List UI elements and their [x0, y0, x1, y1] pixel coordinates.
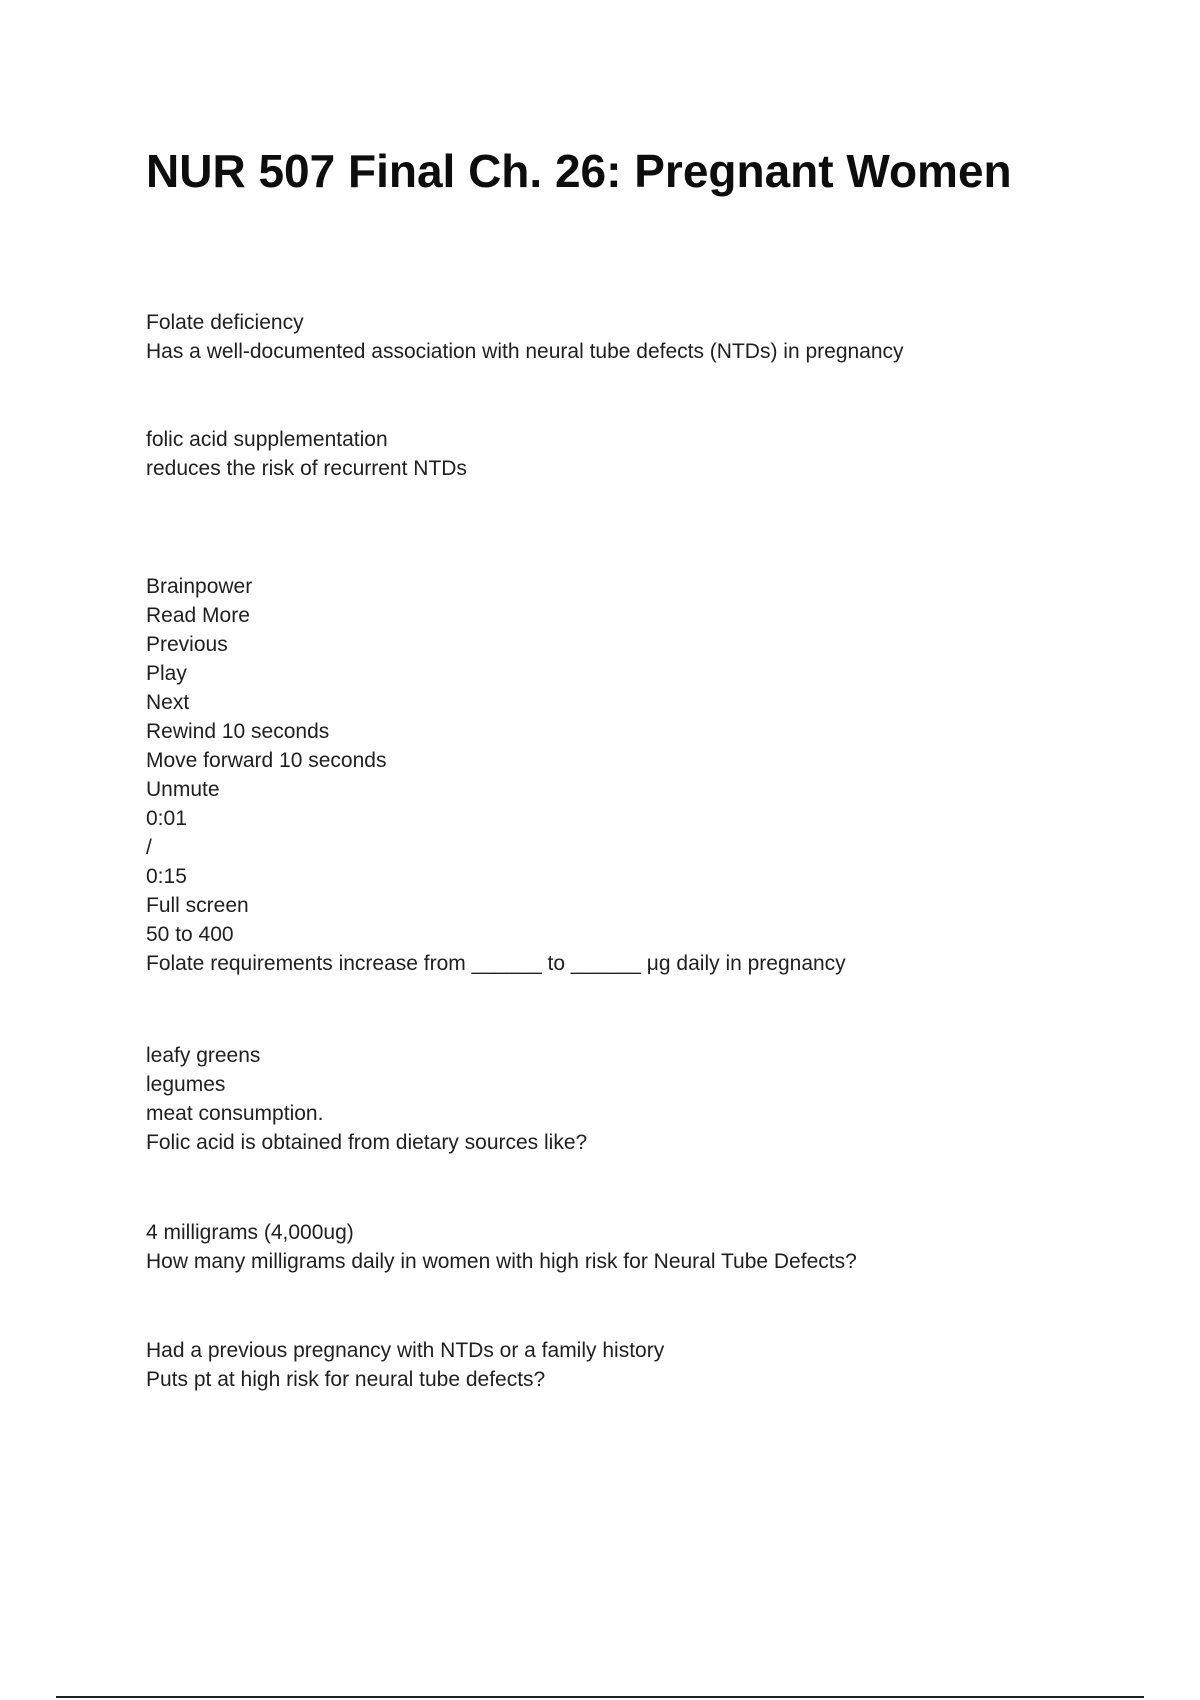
flashcard-folic-acid-supplementation [146, 425, 467, 483]
card-term: folic acid supplementation [146, 428, 388, 451]
previous-button[interactable]: Previous [146, 633, 228, 656]
brainpower-label: Brainpower [146, 575, 253, 598]
current-time: 0:01 [146, 807, 187, 830]
forward-button[interactable]: Move forward 10 seconds [146, 749, 387, 772]
page-title: NUR 507 Final Ch. 26: Pregnant Women [146, 145, 1012, 197]
flashcard-folate-deficiency [146, 308, 904, 366]
rewind-button[interactable]: Rewind 10 seconds [146, 720, 330, 743]
card-term: 50 to 400 [146, 923, 234, 946]
card-definition: Folic acid is obtained from dietary sources like? [146, 1131, 588, 1154]
card-term-line: meat consumption. [146, 1102, 324, 1125]
card-term-line: leafy greens [146, 1044, 261, 1067]
flashcard-high-risk-dose [146, 1218, 857, 1276]
full-screen-button[interactable]: Full screen [146, 894, 249, 917]
card-definition: Folate requirements increase from ______ to ______ μg daily in pregnancy [146, 952, 846, 975]
read-more-link[interactable]: Read More [146, 604, 250, 627]
flashcard-dietary-sources [146, 1041, 587, 1157]
card-definition: Puts pt at high risk for neural tube defects? [146, 1368, 546, 1391]
card-term: 4 milligrams (4,000ug) [146, 1221, 354, 1244]
page-bottom-divider [56, 1696, 1144, 1698]
unmute-button[interactable]: Unmute [146, 778, 220, 801]
play-button[interactable]: Play [146, 662, 187, 685]
duration: 0:15 [146, 865, 187, 888]
card-term: Folate deficiency [146, 311, 304, 334]
time-separator: / [146, 836, 152, 859]
card-definition: How many milligrams daily in women with high risk for Neural Tube Defects? [146, 1250, 857, 1273]
flashcard-high-risk-factors [146, 1336, 664, 1394]
card-definition: reduces the risk of recurrent NTDs [146, 457, 467, 480]
card-term: Had a previous pregnancy with NTDs or a family history [146, 1339, 665, 1362]
next-button[interactable]: Next [146, 691, 190, 714]
flashcard-folate-requirements [146, 572, 846, 978]
card-definition: Has a well-documented association with neural tube defects (NTDs) in pregnancy [146, 340, 904, 363]
card-term-line: legumes [146, 1073, 226, 1096]
